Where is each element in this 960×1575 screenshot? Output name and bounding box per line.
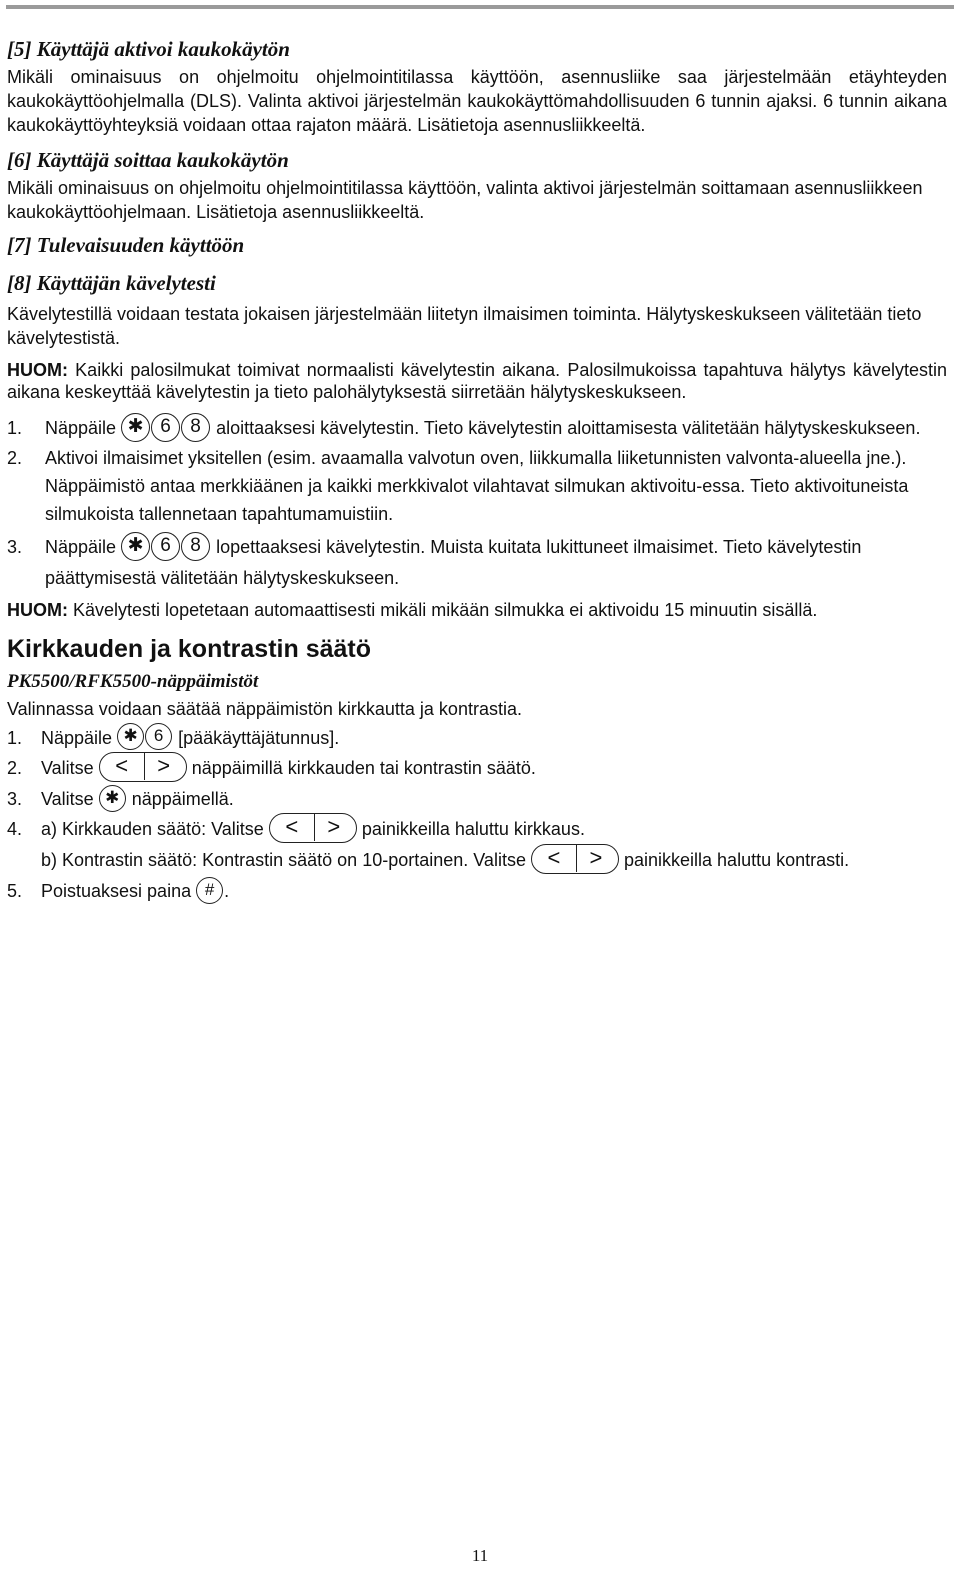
step-text-pre: Näppäile <box>45 536 117 557</box>
six-key-icon: 6 <box>151 413 180 442</box>
right-arrow-key-icon: > <box>327 814 341 839</box>
step-text-post: lopettaaksesi kävelytestin. Muista kuitata lukittuneet ilmaisimet. Tieto kävelytestin päättymisestä välitetään hälytyskeskukseen. <box>45 536 862 588</box>
six-key-icon: 6 <box>151 532 180 561</box>
star-key-icon: ✱ <box>121 413 150 442</box>
brightness-step-3 <box>7 784 947 814</box>
section-6-body: Mikäli ominaisuus on ohjelmoitu ohjelmointitilassa käyttöön, valinta aktivoi järjestelmän soittamaan asennusliikkeen kaukokäyttöohjelmaan. Lisätietoja asennusliikkeeltä. <box>7 178 923 222</box>
walktest-step-3 <box>7 532 947 593</box>
step-text-post: näppäimillä kirkkauden tai kontrastin säätö. <box>191 757 536 778</box>
brightness-intro: Valinnassa voidaan säätää näppäimistön kirkkautta ja kontrastia. <box>7 698 522 719</box>
eight-key-icon: 8 <box>181 413 210 442</box>
step-text-post: näppäimellä. <box>131 788 234 809</box>
step-number: 1. <box>7 727 23 748</box>
step-text-post: painikkeilla haluttu kontrasti. <box>624 850 850 870</box>
note-label: HUOM: <box>7 599 68 620</box>
section-6-heading: [6] Käyttäjä soittaa kaukokäytön <box>7 148 289 172</box>
section-5-body: Mikäli ominaisuus on ohjelmoitu ohjelmointitilassa käyttöön, asennusliike saa järjestelmään etäyhteyden kaukokäyttöohjelmalla (DLS). Valinta aktivoi järjestelmän kaukokäyttömahdollisuuden 6 tunnin ajaksi. 6 tunnin aikana kaukokäyttöyhteyksiä voidaan ottaa rajaton määrä. Lisätietoja asennusliikkeeltä. <box>7 67 947 135</box>
eight-key-icon: 8 <box>181 532 210 561</box>
arrow-keys-icon <box>531 844 619 874</box>
note-timeout <box>7 599 947 621</box>
arrow-keys-icon <box>99 752 187 782</box>
brightness-step-5 <box>7 876 947 906</box>
six-key-icon: 6 <box>145 723 172 750</box>
brightness-step-4 <box>7 814 947 877</box>
step-text-post: [pääkäyttäjätunnus]. <box>178 727 340 748</box>
page-number: 11 <box>471 1546 489 1565</box>
page-content <box>7 36 947 906</box>
section-5-heading: [5] Käyttäjä aktivoi kaukokäytön <box>7 37 290 61</box>
star-key-icon: ✱ <box>117 723 144 750</box>
note-text-a: Kaikki palosilmukat toimivat normaalisti kävelytestin aikana. <box>75 360 561 380</box>
arrow-keys-icon <box>269 813 357 843</box>
section-8-body: Kävelytestillä voidaan testata jokaisen järjestelmään liitetyn ilmaisimen toiminta. Hälytyskeskukseen välitetään tieto kävelytestistä. <box>7 304 922 348</box>
note-fire-zones <box>7 359 947 403</box>
right-arrow-key-icon: > <box>589 845 603 871</box>
top-rule <box>6 5 954 9</box>
note-text: Kävelytesti lopetetaan automaattisesti mikäli mikään silmukka ei aktivoidu 15 minuutin sisällä. <box>73 599 818 620</box>
step-4b <box>41 845 947 876</box>
section-8-heading: [8] Käyttäjän kävelytesti <box>7 271 216 295</box>
step-text-pre: Valitse <box>41 757 94 778</box>
step-text-pre: Poistuaksesi paina <box>41 881 192 902</box>
section-7-heading: [7] Tulevaisuuden käyttöön <box>7 233 245 257</box>
step-number: 3. <box>7 536 23 557</box>
step-4a <box>41 814 947 845</box>
brightness-title: Kirkkauden ja kontrastin säätö <box>7 634 372 663</box>
hash-key-icon: # <box>196 877 223 904</box>
step-text-pre: b) Kontrastin säätö: Kontrastin säätö on 10-portainen. Valitse <box>41 850 526 870</box>
note-text-b: Palosilmukoissa tapahtuva hälytys kävelytestin aikana keskeyttää kävelytestin ja tieto palohälytyksestä siirretään hälytyskeskukseen. <box>7 360 948 402</box>
step-text-pre: Valitse <box>41 788 94 809</box>
left-arrow-key-icon: < <box>532 845 577 872</box>
star-key-icon: ✱ <box>99 785 126 812</box>
walktest-step-1 <box>7 413 947 444</box>
step-text-post: aloittaaksesi kävelytestin. Tieto kävelytestin aloittamisesta välitetään hälytyskeskukseen. <box>216 418 921 438</box>
step-number: 2. <box>7 757 23 778</box>
brightness-subtitle: PK5500/RFK5500-näppäimistöt <box>7 670 259 692</box>
left-arrow-key-icon: < <box>100 753 145 780</box>
step-text-pre: a) Kirkkauden säätö: Valitse <box>41 818 264 839</box>
walktest-step-2 <box>7 444 947 528</box>
note-label: HUOM: <box>7 360 68 380</box>
right-arrow-key-icon: > <box>157 752 171 778</box>
step-text-pre: Näppäile <box>41 727 113 748</box>
brightness-step-2 <box>7 753 947 784</box>
step-number: 4. <box>7 818 23 839</box>
step-number: 3. <box>7 788 23 809</box>
step-number: 2. <box>7 447 23 468</box>
step-number: 5. <box>7 881 23 902</box>
step-text-pre: Näppäile <box>45 418 117 438</box>
star-key-icon: ✱ <box>121 532 150 561</box>
step-text-post: painikkeilla haluttu kirkkaus. <box>361 818 585 839</box>
brightness-step-1 <box>7 723 947 753</box>
step-text-post: . <box>224 881 230 902</box>
step-number: 1. <box>7 418 23 438</box>
step-text: Aktivoi ilmaisimet yksitellen (esim. avaamalla valvotun oven, liikkumalla liiketunnisten valvonta-alueella jne.). Näppäimistö antaa merkkiäänen ja kaikki merkkivalot vilahtavat silmukan aktivoitu-essa. Tieto aktivoituneista silmukoista tallennetaan tapahtumamuistiin. <box>45 447 909 524</box>
left-arrow-key-icon: < <box>270 814 315 841</box>
